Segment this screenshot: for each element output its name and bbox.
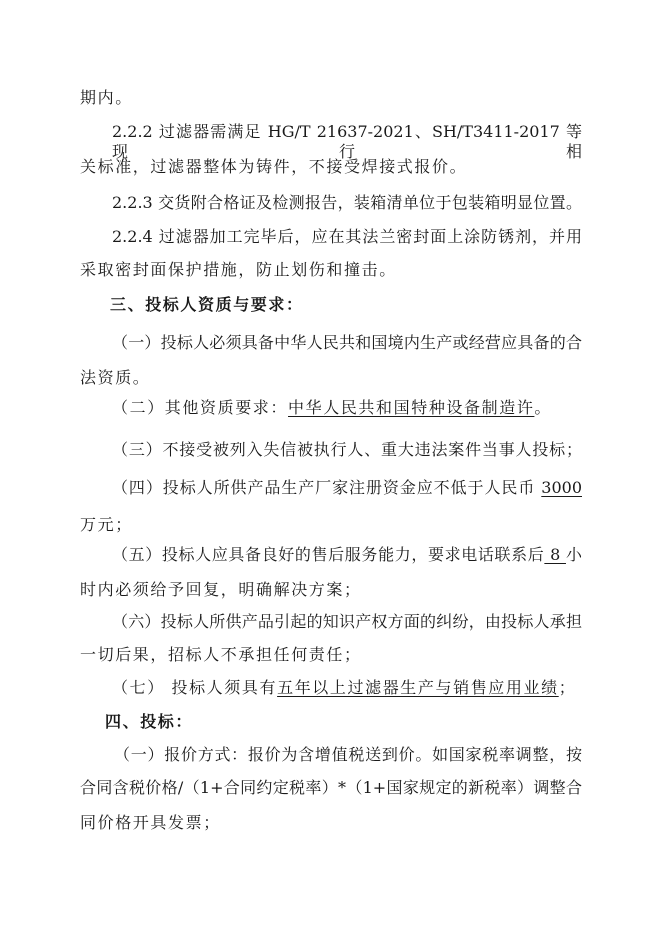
text-line xyxy=(112,678,576,698)
text-line xyxy=(80,813,221,833)
text-segment: （六）投标人所供产品引起的知识产权方面的纠纷，由投标人承担 xyxy=(112,612,582,631)
text-segment: 。 xyxy=(534,398,553,417)
text-line xyxy=(112,333,582,353)
text-line xyxy=(112,193,582,213)
text-segment: 一切后果，招标人不承担任何责任； xyxy=(80,645,362,664)
text-segment: 2.2.2 过滤器需满足 HG/T 21637-2021、SH/T3411-2017 等现行相 xyxy=(112,122,582,161)
text-line xyxy=(80,260,397,280)
section-heading xyxy=(105,712,193,732)
underlined-text: 中华人民共和国特种设备制造许 xyxy=(288,398,535,417)
text-line xyxy=(80,157,467,177)
text-segment: 同价格开具发票； xyxy=(80,813,221,832)
text-line xyxy=(114,745,582,765)
text-segment: 三、投标人资质与要求： xyxy=(110,295,304,314)
text-line xyxy=(112,612,582,632)
text-segment: 2.2.3 交货附合格证及检测报告，装箱清单位于包装箱明显位置。 xyxy=(112,193,582,212)
text-line xyxy=(80,580,362,600)
text-segment: 2.2.4 过滤器加工完毕后，应在其法兰密封面上涂防锈剂，并用 xyxy=(112,227,582,246)
text-line xyxy=(112,545,582,565)
text-line xyxy=(112,227,582,247)
text-segment: 法资质。 xyxy=(80,368,151,387)
section-heading xyxy=(110,295,304,315)
text-segment: 合同含税价格/（1+合同约定税率）*（1+国家规定的新税率）调整合 xyxy=(80,778,582,797)
text-segment: 采取密封面保护措施，防止划伤和撞击。 xyxy=(80,260,397,279)
text-segment: （一）报价方式：报价为含增值税送到价。如国家税率调整，按 xyxy=(114,745,582,764)
text-segment: （四）投标人所供产品生产厂家注册资金应不低于人民币 xyxy=(112,478,542,497)
text-segment: ； xyxy=(558,678,577,697)
text-line xyxy=(112,440,582,460)
text-segment: （五）投标人应具备良好的售后服务能力，要求电话联系后 xyxy=(112,545,545,564)
text-segment: （七） 投标人须具有 xyxy=(112,678,278,697)
text-segment: 四、投标： xyxy=(105,712,194,731)
text-segment: 期内。 xyxy=(80,88,133,107)
text-line xyxy=(80,88,133,108)
underlined-text: 3000 xyxy=(541,478,582,497)
text-segment: 时内必须给予回复，明确解决方案； xyxy=(80,580,362,599)
text-line xyxy=(112,398,552,418)
text-line xyxy=(80,515,133,535)
text-segment: 万元； xyxy=(80,515,133,534)
text-line xyxy=(80,778,582,798)
text-segment: （三）不接受被列入失信被执行人、重大违法案件当事人投标； xyxy=(112,440,582,459)
text-line xyxy=(112,122,582,162)
text-segment: 关标准，过滤器整体为铸件，不接受焊接式报价。 xyxy=(80,157,468,176)
text-segment: 小 xyxy=(565,545,582,564)
text-line xyxy=(80,368,150,388)
text-segment: （二）其他资质要求： xyxy=(112,398,289,417)
underlined-text: 8 xyxy=(544,545,566,564)
text-line xyxy=(112,478,582,498)
text-segment: （一）投标人必须具备中华人民共和国境内生产或经营应具备的合 xyxy=(112,333,582,352)
underlined-text: 五年以上过滤器生产与销售应用业绩 xyxy=(277,678,559,697)
text-line xyxy=(80,645,362,665)
